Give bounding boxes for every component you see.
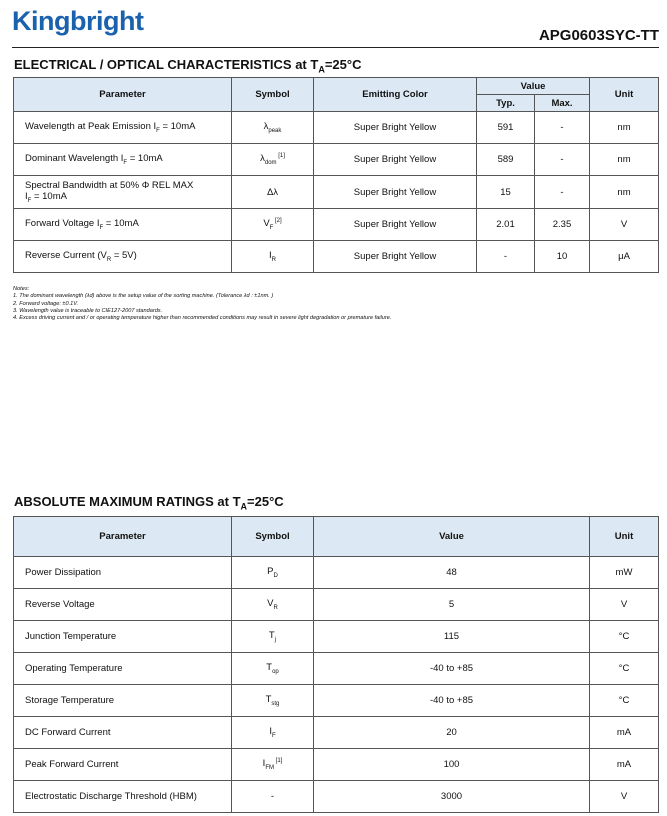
- symbol-text: Δλ: [266, 186, 279, 198]
- symbol-text: T: [266, 662, 273, 674]
- table-row: [14, 144, 659, 176]
- symbol-cell: [232, 241, 314, 273]
- symbol-subscript: peak: [268, 127, 282, 134]
- symbol-text: T: [265, 694, 272, 706]
- parameter-tail: = 10mA: [159, 121, 196, 133]
- value-cell: 20: [314, 717, 590, 749]
- symbol-text: P: [267, 566, 274, 578]
- header-rule: [12, 47, 659, 48]
- typ-value-cell: 15: [477, 176, 535, 209]
- note-line: 2. Forward voltage: ±0.1V.: [13, 300, 79, 307]
- value-cell: 5: [314, 589, 590, 621]
- parameter-subscript: F: [156, 127, 160, 134]
- parameter-text: Wavelength at Peak Emission I: [25, 121, 157, 133]
- table-row: [14, 176, 659, 209]
- unit-cell: °C: [590, 621, 659, 653]
- symbol-text: λ: [260, 153, 265, 165]
- value-cell: 100: [314, 749, 590, 781]
- symbol-note-ref: [1]: [273, 757, 283, 764]
- eo-header-emitting-color: Emitting Color: [314, 78, 477, 112]
- unit-cell: mA: [590, 749, 659, 781]
- note-line: 1. The dominant wavelength (λd) above is the setup value of the sorting machine. (Tolerance λd : ±1nm. ): [13, 293, 274, 300]
- unit-cell: V: [590, 209, 659, 241]
- parameter-tail: = 10mA: [127, 153, 163, 165]
- table-row: [14, 685, 659, 717]
- parameter-subscript: F: [27, 197, 32, 204]
- symbol-cell: [232, 653, 314, 685]
- table-row: [14, 209, 659, 241]
- symbol-subscript: dom: [264, 160, 277, 167]
- eo-header-symbol: Symbol: [232, 78, 314, 112]
- parameter-cell: Operating Temperature: [14, 653, 232, 685]
- table-row: [14, 241, 659, 273]
- parameter-cell: Junction Temperature: [14, 621, 232, 653]
- parameter-cell: [14, 241, 232, 273]
- symbol-subscript: R: [273, 604, 278, 611]
- max-value-cell: -: [535, 144, 590, 176]
- symbol-text: V: [267, 598, 274, 610]
- abs-max-ratings-table: [13, 516, 659, 813]
- amr-section-title: ABSOLUTE MAXIMUM RATINGS at $T_A=25^\circ C$: [14, 494, 284, 512]
- note-line: 3. Wavelength value is traceable to CIE127-2007 standards.: [13, 307, 163, 314]
- parameter-cell: [14, 144, 232, 176]
- symbol-subscript: F: [269, 225, 274, 232]
- table-row: [14, 781, 659, 813]
- unit-cell: mW: [590, 557, 659, 589]
- parameter-text: Spectral Bandwidth at 50% Φ REL MAX: [25, 180, 194, 192]
- table-row: [14, 653, 659, 685]
- unit-cell: V: [590, 781, 659, 813]
- parameter-text: Reverse Current (V: [25, 250, 107, 262]
- symbol-cell: [232, 685, 314, 717]
- parameter-tail: = 5V): [111, 250, 137, 262]
- symbol-cell: [232, 589, 314, 621]
- value-cell: -40 to +85: [314, 685, 590, 717]
- typ-value-cell: 2.01: [477, 209, 535, 241]
- symbol-text: T: [268, 630, 275, 642]
- symbol-cell: [232, 209, 314, 241]
- eo-header-value: Value: [477, 78, 590, 95]
- parameter-cell: [14, 112, 232, 144]
- unit-cell: °C: [590, 685, 659, 717]
- parameter-cell: Electrostatic Discharge Threshold (HBM): [14, 781, 232, 813]
- parameter-cell: DC Forward Current: [14, 717, 232, 749]
- parameter-subscript: F: [99, 224, 104, 231]
- symbol-subscript: FM: [265, 765, 274, 772]
- amr-header-unit: Unit: [590, 517, 659, 557]
- parameter-cell: Power Dissipation: [14, 557, 232, 589]
- parameter-line2: I: [25, 191, 28, 203]
- parameter-cell: Reverse Voltage: [14, 589, 232, 621]
- symbol-text: I: [269, 726, 272, 738]
- emitting-color-cell: Super Bright Yellow: [314, 144, 477, 176]
- kingbright-logo: Kingbright: [12, 6, 144, 36]
- symbol-note-ref: [2]: [273, 217, 282, 224]
- symbol-cell: [232, 717, 314, 749]
- table-row: [14, 589, 659, 621]
- emitting-color-cell: Super Bright Yellow: [314, 176, 477, 209]
- part-number: APG0603SYC-TT: [538, 27, 659, 44]
- unit-cell: °C: [590, 653, 659, 685]
- symbol-subscript: j: [274, 636, 277, 643]
- value-cell: 48: [314, 557, 590, 589]
- eo-header-typ: Typ.: [477, 95, 535, 112]
- value-cell: 115: [314, 621, 590, 653]
- symbol-subscript: op: [272, 668, 279, 675]
- symbol-cell: [232, 144, 314, 176]
- table-row: [14, 749, 659, 781]
- symbol-cell: [232, 112, 314, 144]
- symbol-cell: [232, 749, 314, 781]
- symbol-subscript: F: [271, 732, 276, 739]
- symbol-cell: [232, 176, 314, 209]
- parameter-subscript: F: [123, 159, 128, 166]
- notes-heading: Notes:: [13, 286, 30, 292]
- max-value-cell: 10: [535, 241, 590, 273]
- parameter-cell: [14, 176, 232, 209]
- symbol-cell: [232, 557, 314, 589]
- symbol-text: I: [262, 758, 266, 770]
- max-value-cell: 2.35: [535, 209, 590, 241]
- typ-value-cell: 589: [477, 144, 535, 176]
- parameter-subscript: R: [106, 256, 112, 263]
- value-cell: 3000: [314, 781, 590, 813]
- parameter-cell: [14, 209, 232, 241]
- unit-cell: nm: [590, 144, 659, 176]
- symbol-note-ref: [1]: [276, 152, 285, 159]
- symbol-text: I: [269, 250, 272, 262]
- amr-header-value: Value: [314, 517, 590, 557]
- parameter-text: Dominant Wavelength I: [25, 153, 124, 165]
- eo-characteristics-table: [13, 77, 659, 273]
- emitting-color-cell: Super Bright Yellow: [314, 209, 477, 241]
- eo-section-title: ELECTRICAL / OPTICAL CHARACTERISTICS at $T_A=25^\circ C$: [14, 57, 362, 75]
- parameter-tail: = 10mA: [103, 218, 139, 230]
- unit-cell: mA: [590, 717, 659, 749]
- value-cell: -40 to +85: [314, 653, 590, 685]
- emitting-color-cell: Super Bright Yellow: [314, 241, 477, 273]
- typ-value-cell: -: [477, 241, 535, 273]
- unit-cell: nm: [590, 176, 659, 209]
- table-row: [14, 112, 659, 144]
- symbol-subscript: D: [273, 572, 278, 579]
- typ-value-cell: 591: [477, 112, 535, 144]
- parameter-cell: Storage Temperature: [14, 685, 232, 717]
- emitting-color-cell: Super Bright Yellow: [314, 112, 477, 144]
- symbol-subscript: stg: [271, 700, 280, 707]
- amr-header-parameter: Parameter: [14, 517, 232, 557]
- parameter-text: Forward Voltage I: [25, 218, 100, 230]
- parameter-cell: Peak Forward Current: [14, 749, 232, 781]
- eo-header-unit: Unit: [590, 78, 659, 112]
- note-line: 4. Excess driving current and / or operating temperature higher than recommended conditions may result in severe light degradation or premature failure.: [13, 315, 392, 322]
- symbol-cell: [232, 781, 314, 813]
- symbol-cell: [232, 621, 314, 653]
- unit-cell: nm: [590, 112, 659, 144]
- table-row: [14, 621, 659, 653]
- max-value-cell: -: [535, 176, 590, 209]
- symbol-subscript: R: [271, 256, 276, 263]
- table-row: [14, 717, 659, 749]
- amr-header-symbol: Symbol: [232, 517, 314, 557]
- table-row: [14, 557, 659, 589]
- unit-cell: μA: [590, 241, 659, 273]
- symbol-text: λ: [263, 121, 269, 133]
- parameter-tail: = 10mA: [31, 191, 67, 203]
- eo-header-parameter: Parameter: [14, 78, 232, 112]
- max-value-cell: -: [535, 112, 590, 144]
- eo-header-max: Max.: [535, 95, 590, 112]
- notes-block: [13, 286, 391, 322]
- symbol-text: V: [263, 218, 270, 230]
- unit-cell: V: [590, 589, 659, 621]
- symbol-text: -: [270, 791, 275, 802]
